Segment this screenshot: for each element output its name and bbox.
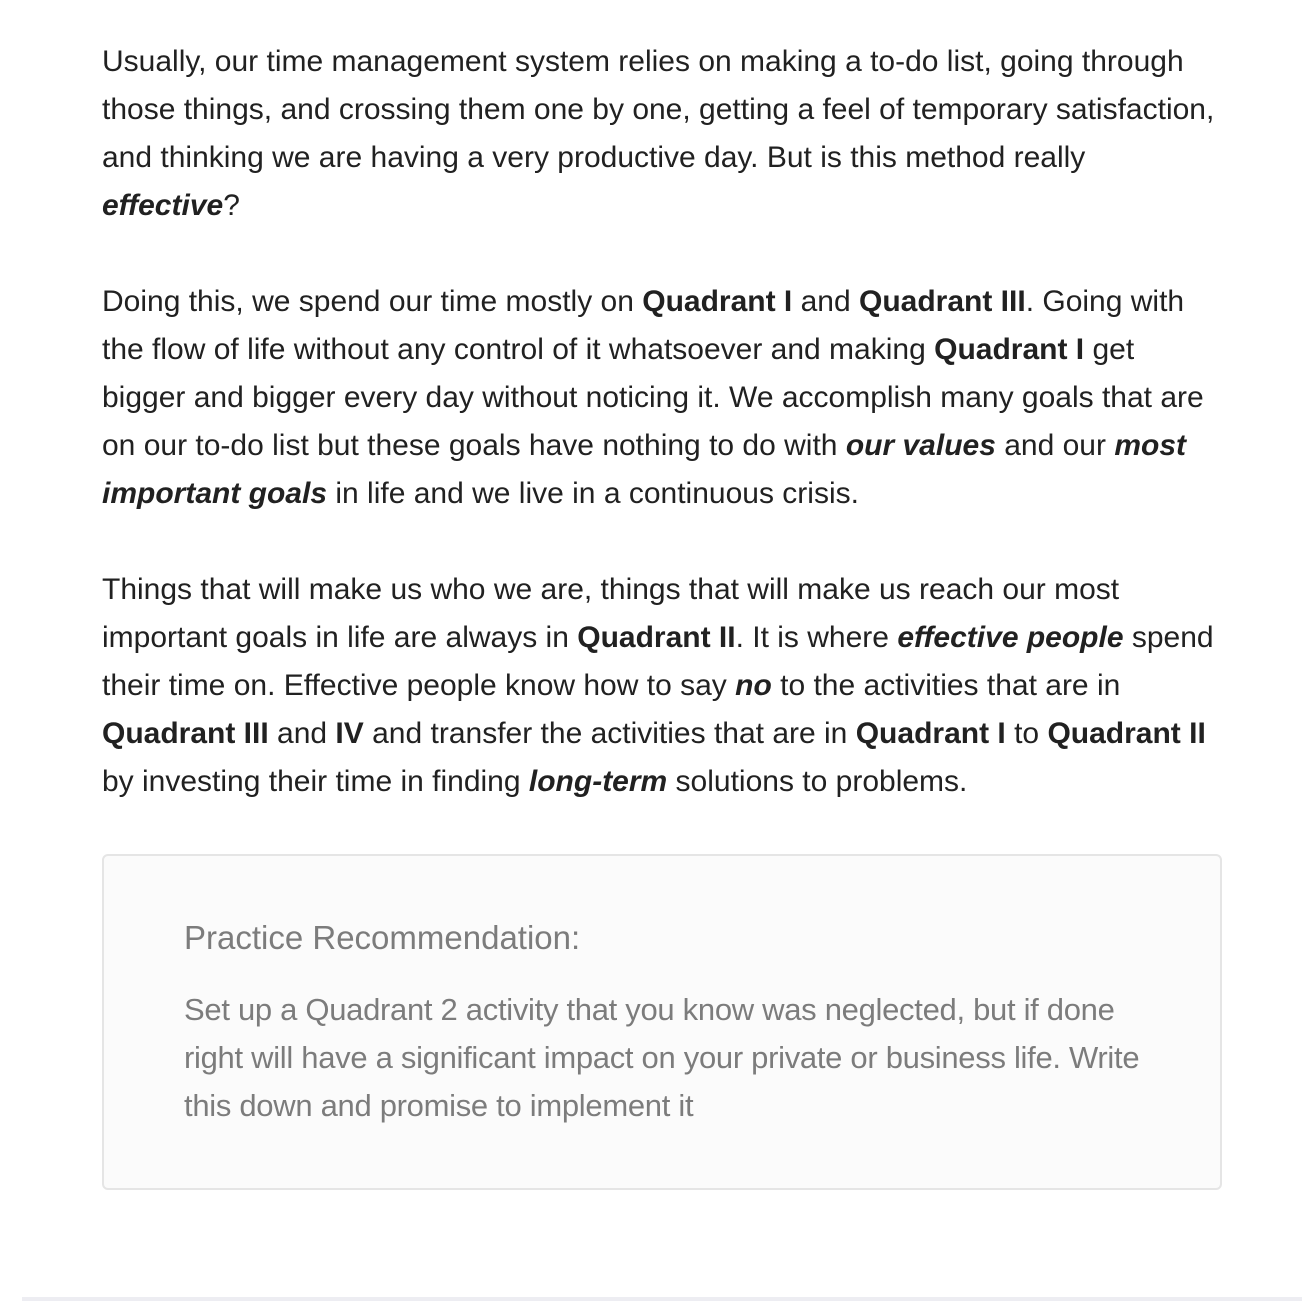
text-run: in life and we live in a continuous crisis. bbox=[327, 477, 859, 510]
text-run: long-term bbox=[528, 765, 668, 798]
text-run: ? bbox=[223, 189, 240, 222]
text-run: Doing this, we spend our time mostly on bbox=[102, 285, 643, 318]
text-run: to bbox=[1005, 717, 1048, 750]
text-run: IV bbox=[335, 717, 364, 750]
text-run: effective people bbox=[897, 621, 1124, 654]
text-run: to the activities that are in bbox=[771, 669, 1121, 702]
text-run: effective bbox=[102, 189, 224, 222]
text-run: Quadrant II bbox=[577, 621, 736, 654]
text-run: Quadrant III bbox=[102, 717, 269, 750]
text-run: our values bbox=[845, 429, 996, 462]
text-run: . Going with the flow of life without any control of it whatsoever and making bbox=[102, 285, 1185, 366]
bottom-divider bbox=[22, 1297, 1302, 1301]
text-run: Quadrant III bbox=[859, 285, 1026, 318]
practice-recommendation-box bbox=[102, 854, 1222, 1190]
practice-recommendation-body: Set up a Quadrant 2 activity that you know was neglected, but if done right will have a significant impact on your private or business life. Write this down and promise to implement it bbox=[184, 992, 1140, 1123]
text-run: . It is where bbox=[735, 621, 898, 654]
text-run: by investing their time in finding bbox=[102, 765, 529, 798]
text-run: Things that will make us who we are, things that will make us reach our most important goals in life are always in bbox=[102, 573, 1120, 654]
text-run: and bbox=[268, 717, 336, 750]
paragraph bbox=[102, 38, 1222, 230]
text-run: spend their time on. Effective people know how to say bbox=[102, 621, 1214, 702]
text-run: Quadrant I bbox=[934, 333, 1085, 366]
practice-recommendation-heading: Practice Recommendation: bbox=[184, 919, 581, 956]
text-run: Usually, our time management system relies on making a to-do list, going through those things, and crossing them one by one, getting a feel of temporary satisfaction, and thinking we are having a very productive day. But is this method really bbox=[102, 45, 1215, 174]
text-run: Quadrant I bbox=[642, 285, 793, 318]
paragraph bbox=[102, 566, 1222, 806]
text-run: get bigger and bigger every day without noticing it. We accomplish many goals that are on our to-do list but these goals have nothing to do with bbox=[102, 333, 1204, 462]
text-run: and bbox=[792, 285, 859, 318]
text-run: and our bbox=[995, 429, 1115, 462]
paragraph bbox=[102, 278, 1222, 518]
text-run: and transfer the activities that are in bbox=[363, 717, 856, 750]
text-run: Quadrant II bbox=[1047, 717, 1206, 750]
text-run: no bbox=[735, 669, 772, 702]
text-run: solutions to problems. bbox=[667, 765, 968, 798]
text-run: Quadrant I bbox=[855, 717, 1006, 750]
text-run: most important goals bbox=[102, 429, 1186, 510]
